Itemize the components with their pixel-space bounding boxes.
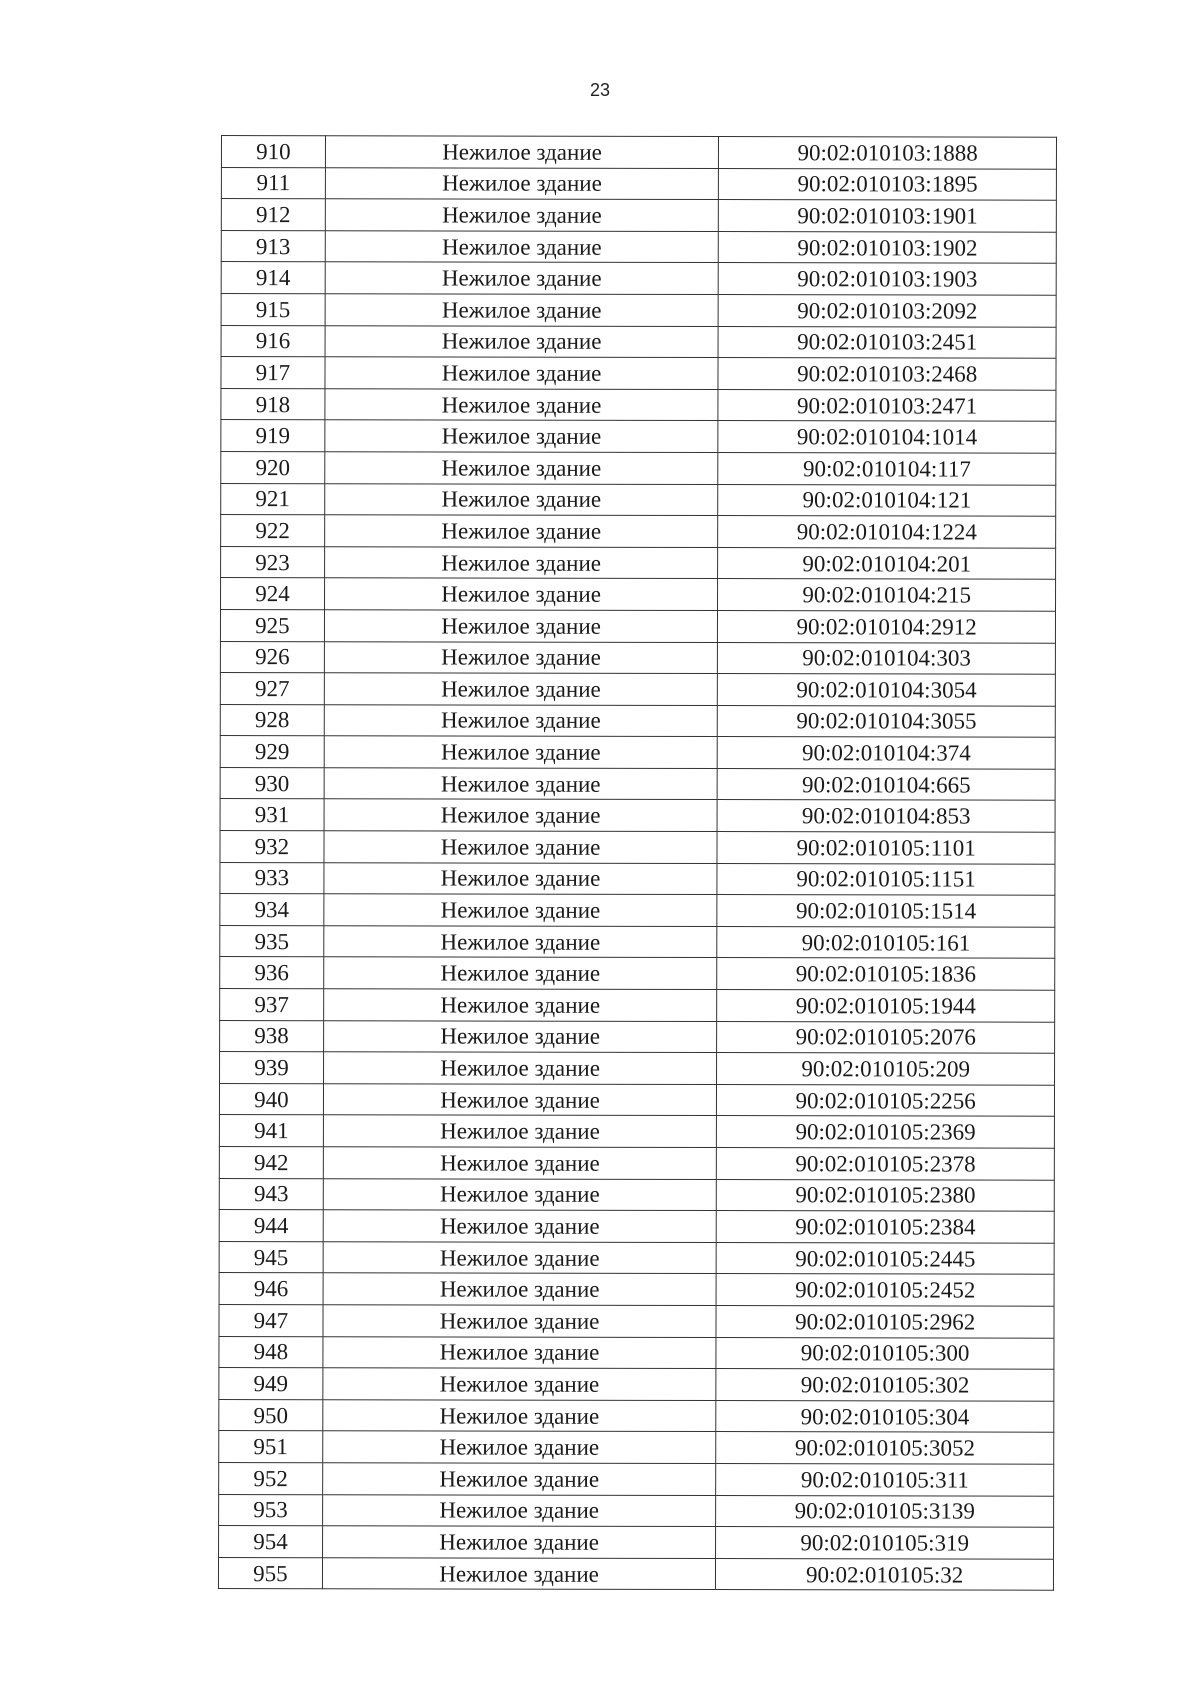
object-type-cell: Нежилое здание bbox=[325, 483, 719, 515]
row-number-cell: 944 bbox=[219, 1210, 323, 1242]
object-type-cell: Нежилое здание bbox=[323, 1241, 717, 1273]
table-row bbox=[221, 420, 1056, 453]
object-type-cell: Нежилое здание bbox=[324, 704, 718, 736]
row-number-cell: 936 bbox=[220, 957, 324, 989]
cadastral-number-cell: 90:02:010105:2380 bbox=[717, 1179, 1055, 1211]
object-type-cell: Нежилое здание bbox=[323, 1147, 717, 1179]
object-type-cell: Нежилое здание bbox=[324, 546, 718, 578]
object-type-cell: Нежилое здание bbox=[323, 1052, 717, 1084]
cadastral-number-cell: 90:02:010105:319 bbox=[716, 1527, 1054, 1559]
object-type-cell: Нежилое здание bbox=[324, 831, 718, 863]
table-row bbox=[219, 1083, 1054, 1116]
row-number-cell: 938 bbox=[220, 1020, 324, 1052]
row-number-cell: 946 bbox=[219, 1273, 323, 1305]
row-number-cell: 929 bbox=[220, 736, 324, 768]
table-row bbox=[220, 957, 1055, 990]
object-type-cell: Нежилое здание bbox=[325, 136, 719, 168]
table-row bbox=[220, 673, 1055, 706]
row-number-cell: 948 bbox=[219, 1336, 323, 1368]
cadastral-number-cell: 90:02:010103:1901 bbox=[719, 200, 1057, 232]
row-number-cell: 951 bbox=[219, 1431, 323, 1463]
table-row bbox=[220, 1052, 1055, 1085]
row-number-cell: 953 bbox=[219, 1494, 323, 1526]
table-row bbox=[219, 1273, 1054, 1306]
row-number-cell: 947 bbox=[219, 1304, 323, 1336]
cadastral-number-cell: 90:02:010104:303 bbox=[718, 642, 1056, 674]
cadastral-number-cell: 90:02:010103:2092 bbox=[718, 295, 1056, 327]
row-number-cell: 920 bbox=[221, 451, 325, 483]
cadastral-number-cell: 90:02:010104:3054 bbox=[718, 674, 1056, 706]
object-type-cell: Нежилое здание bbox=[325, 388, 719, 420]
table-row bbox=[219, 1210, 1054, 1243]
table-row bbox=[220, 799, 1055, 832]
row-number-cell: 943 bbox=[219, 1178, 323, 1210]
cadastral-number-cell: 90:02:010105:2076 bbox=[717, 1021, 1055, 1053]
table-row bbox=[219, 1146, 1054, 1179]
cadastral-number-cell: 90:02:010105:161 bbox=[717, 926, 1055, 958]
table-row bbox=[219, 1462, 1054, 1495]
table-row bbox=[219, 1178, 1054, 1211]
row-number-cell: 913 bbox=[221, 230, 325, 262]
row-number-cell: 912 bbox=[221, 199, 325, 231]
row-number-cell: 955 bbox=[218, 1557, 322, 1589]
row-number-cell: 941 bbox=[219, 1115, 323, 1147]
table-row bbox=[218, 1557, 1053, 1590]
table-row bbox=[221, 546, 1056, 579]
object-type-cell: Нежилое здание bbox=[324, 610, 718, 642]
table-row bbox=[220, 736, 1055, 769]
object-type-cell: Нежилое здание bbox=[324, 515, 718, 547]
object-type-cell: Нежилое здание bbox=[324, 894, 718, 926]
object-type-cell: Нежилое здание bbox=[322, 1557, 716, 1589]
table-row bbox=[220, 862, 1055, 895]
object-type-cell: Нежилое здание bbox=[325, 262, 719, 294]
table-row bbox=[219, 1115, 1054, 1148]
cadastral-number-cell: 90:02:010105:311 bbox=[716, 1463, 1054, 1495]
object-type-cell: Нежилое здание bbox=[324, 736, 718, 768]
table-row bbox=[221, 451, 1056, 484]
cadastral-number-cell: 90:02:010104:121 bbox=[718, 484, 1056, 516]
row-number-cell: 922 bbox=[221, 515, 325, 547]
table-row bbox=[221, 262, 1056, 295]
cadastral-number-cell: 90:02:010105:2378 bbox=[717, 1148, 1055, 1180]
cadastral-number-cell: 90:02:010105:2962 bbox=[716, 1306, 1054, 1338]
table-row bbox=[221, 388, 1056, 421]
object-type-cell: Нежилое здание bbox=[322, 1494, 716, 1526]
row-number-cell: 916 bbox=[221, 325, 325, 357]
table-row bbox=[221, 578, 1056, 611]
cadastral-number-cell: 90:02:010105:1836 bbox=[717, 958, 1055, 990]
table-row bbox=[219, 1526, 1054, 1559]
cadastral-number-cell: 90:02:010105:209 bbox=[717, 1053, 1055, 1085]
row-number-cell: 918 bbox=[221, 388, 325, 420]
cadastral-number-cell: 90:02:010103:1903 bbox=[718, 263, 1056, 295]
cadastral-number-cell: 90:02:010103:2468 bbox=[718, 358, 1056, 390]
page-number: 23 bbox=[589, 80, 611, 100]
row-number-cell: 934 bbox=[220, 894, 324, 926]
table-row bbox=[220, 704, 1055, 737]
row-number-cell: 950 bbox=[219, 1399, 323, 1431]
object-type-cell: Нежилое здание bbox=[323, 1305, 717, 1337]
table-row bbox=[219, 1304, 1054, 1337]
row-number-cell: 915 bbox=[221, 293, 325, 325]
object-type-cell: Нежилое здание bbox=[324, 862, 718, 894]
cadastral-number-cell: 90:02:010103:1902 bbox=[719, 231, 1057, 263]
table-row bbox=[220, 925, 1055, 958]
table-row bbox=[219, 1241, 1054, 1274]
table-row bbox=[221, 199, 1056, 232]
row-number-cell: 917 bbox=[221, 357, 325, 389]
row-number-cell: 919 bbox=[221, 420, 325, 452]
row-number-cell: 911 bbox=[221, 167, 325, 199]
object-type-cell: Нежилое здание bbox=[324, 926, 718, 958]
row-number-cell: 925 bbox=[220, 609, 324, 641]
table-row bbox=[219, 1399, 1054, 1432]
table-row bbox=[221, 230, 1056, 263]
object-type-cell: Нежилое здание bbox=[325, 420, 719, 452]
table-row bbox=[219, 1336, 1054, 1369]
cadastral-number-cell: 90:02:010104:1224 bbox=[718, 516, 1056, 548]
table-row bbox=[221, 357, 1056, 390]
table-body bbox=[218, 136, 1056, 1591]
table-row bbox=[221, 325, 1056, 358]
object-type-cell: Нежилое здание bbox=[323, 1115, 717, 1147]
cadastral-number-cell: 90:02:010103:2471 bbox=[718, 389, 1056, 421]
object-type-cell: Нежилое здание bbox=[325, 199, 719, 231]
row-number-cell: 914 bbox=[221, 262, 325, 294]
cadastral-number-cell: 90:02:010104:117 bbox=[718, 452, 1056, 484]
table-row bbox=[221, 483, 1056, 516]
table-row bbox=[220, 641, 1055, 674]
object-type-cell: Нежилое здание bbox=[323, 1399, 717, 1431]
object-type-cell: Нежилое здание bbox=[325, 230, 719, 262]
row-number-cell: 927 bbox=[220, 673, 324, 705]
row-number-cell: 945 bbox=[219, 1241, 323, 1273]
object-type-cell: Нежилое здание bbox=[323, 1178, 717, 1210]
object-type-cell: Нежилое здание bbox=[324, 673, 718, 705]
table-row bbox=[221, 515, 1056, 548]
table-row bbox=[221, 167, 1056, 200]
object-type-cell: Нежилое здание bbox=[325, 452, 719, 484]
cadastral-number-cell: 90:02:010105:3139 bbox=[716, 1495, 1054, 1527]
cadastral-number-cell: 90:02:010105:2369 bbox=[717, 1116, 1055, 1148]
table-row bbox=[221, 136, 1056, 169]
object-type-cell: Нежилое здание bbox=[323, 1368, 717, 1400]
row-number-cell: 921 bbox=[221, 483, 325, 515]
cadastral-number-cell: 90:02:010105:2256 bbox=[717, 1084, 1055, 1116]
object-type-cell: Нежилое здание bbox=[324, 578, 718, 610]
table-row bbox=[219, 1431, 1054, 1464]
table-row bbox=[220, 989, 1055, 1022]
table-row bbox=[219, 1368, 1054, 1401]
table-row bbox=[220, 894, 1055, 927]
table-row bbox=[220, 831, 1055, 864]
cadastral-number-cell: 90:02:010105:1514 bbox=[717, 895, 1055, 927]
cadastral-number-cell: 90:02:010105:302 bbox=[716, 1369, 1054, 1401]
row-number-cell: 935 bbox=[220, 925, 324, 957]
cadastral-number-cell: 90:02:010104:215 bbox=[718, 579, 1056, 611]
row-number-cell: 930 bbox=[220, 767, 324, 799]
object-type-cell: Нежилое здание bbox=[325, 325, 719, 357]
table-row bbox=[221, 293, 1056, 326]
cadastral-number-cell: 90:02:010105:1944 bbox=[717, 990, 1055, 1022]
object-type-cell: Нежилое здание bbox=[323, 1273, 717, 1305]
row-number-cell: 939 bbox=[220, 1052, 324, 1084]
row-number-cell: 928 bbox=[220, 704, 324, 736]
object-type-cell: Нежилое здание bbox=[323, 1020, 717, 1052]
object-type-cell: Нежилое здание bbox=[324, 957, 718, 989]
object-type-cell: Нежилое здание bbox=[323, 1336, 717, 1368]
table-row bbox=[219, 1494, 1054, 1527]
object-type-cell: Нежилое здание bbox=[324, 768, 718, 800]
object-type-cell: Нежилое здание bbox=[325, 357, 719, 389]
cadastral-number-cell: 90:02:010103:1895 bbox=[719, 168, 1057, 200]
object-type-cell: Нежилое здание bbox=[324, 641, 718, 673]
cadastral-number-cell: 90:02:010104:3055 bbox=[718, 705, 1056, 737]
cadastral-number-cell: 90:02:010105:2452 bbox=[716, 1274, 1054, 1306]
row-number-cell: 942 bbox=[219, 1146, 323, 1178]
cadastral-number-cell: 90:02:010104:2912 bbox=[718, 610, 1056, 642]
row-number-cell: 926 bbox=[220, 641, 324, 673]
table-row bbox=[220, 609, 1055, 642]
row-number-cell: 937 bbox=[220, 989, 324, 1021]
row-number-cell: 933 bbox=[220, 862, 324, 894]
row-number-cell: 932 bbox=[220, 831, 324, 863]
cadastral-number-cell: 90:02:010105:304 bbox=[716, 1400, 1054, 1432]
row-number-cell: 910 bbox=[221, 136, 325, 168]
cadastral-number-cell: 90:02:010105:3052 bbox=[716, 1432, 1054, 1464]
object-type-cell: Нежилое здание bbox=[325, 294, 719, 326]
cadastral-number-cell: 90:02:010105:1101 bbox=[717, 832, 1055, 864]
object-type-cell: Нежилое здание bbox=[323, 989, 717, 1021]
cadastral-number-cell: 90:02:010104:665 bbox=[717, 768, 1055, 800]
cadastral-number-cell: 90:02:010104:201 bbox=[718, 547, 1056, 579]
cadastral-number-cell: 90:02:010105:2384 bbox=[717, 1211, 1055, 1243]
row-number-cell: 923 bbox=[221, 546, 325, 578]
cadastral-number-cell: 90:02:010104:374 bbox=[718, 737, 1056, 769]
row-number-cell: 952 bbox=[219, 1462, 323, 1494]
row-number-cell: 954 bbox=[219, 1526, 323, 1558]
cadastral-number-cell: 90:02:010103:1888 bbox=[719, 137, 1057, 169]
object-type-cell: Нежилое здание bbox=[325, 167, 719, 199]
row-number-cell: 931 bbox=[220, 799, 324, 831]
cadastral-number-cell: 90:02:010103:2451 bbox=[718, 326, 1056, 358]
object-type-cell: Нежилое здание bbox=[324, 799, 718, 831]
object-type-cell: Нежилое здание bbox=[323, 1210, 717, 1242]
cadastral-number-cell: 90:02:010105:1151 bbox=[717, 863, 1055, 895]
cadastral-number-cell: 90:02:010105:2445 bbox=[716, 1242, 1054, 1274]
object-type-cell: Нежилое здание bbox=[323, 1084, 717, 1116]
cadastral-number-cell: 90:02:010104:853 bbox=[717, 800, 1055, 832]
row-number-cell: 924 bbox=[221, 578, 325, 610]
object-type-cell: Нежилое здание bbox=[322, 1463, 716, 1495]
object-type-cell: Нежилое здание bbox=[323, 1431, 717, 1463]
table-row bbox=[220, 1020, 1055, 1053]
cadastral-number-cell: 90:02:010104:1014 bbox=[718, 421, 1056, 453]
cadastral-number-cell: 90:02:010105:300 bbox=[716, 1337, 1054, 1369]
row-number-cell: 949 bbox=[219, 1368, 323, 1400]
table-row bbox=[220, 767, 1055, 800]
property-registry-table bbox=[218, 135, 1057, 1591]
cadastral-number-cell: 90:02:010105:32 bbox=[716, 1558, 1054, 1590]
row-number-cell: 940 bbox=[219, 1083, 323, 1115]
object-type-cell: Нежилое здание bbox=[322, 1526, 716, 1558]
